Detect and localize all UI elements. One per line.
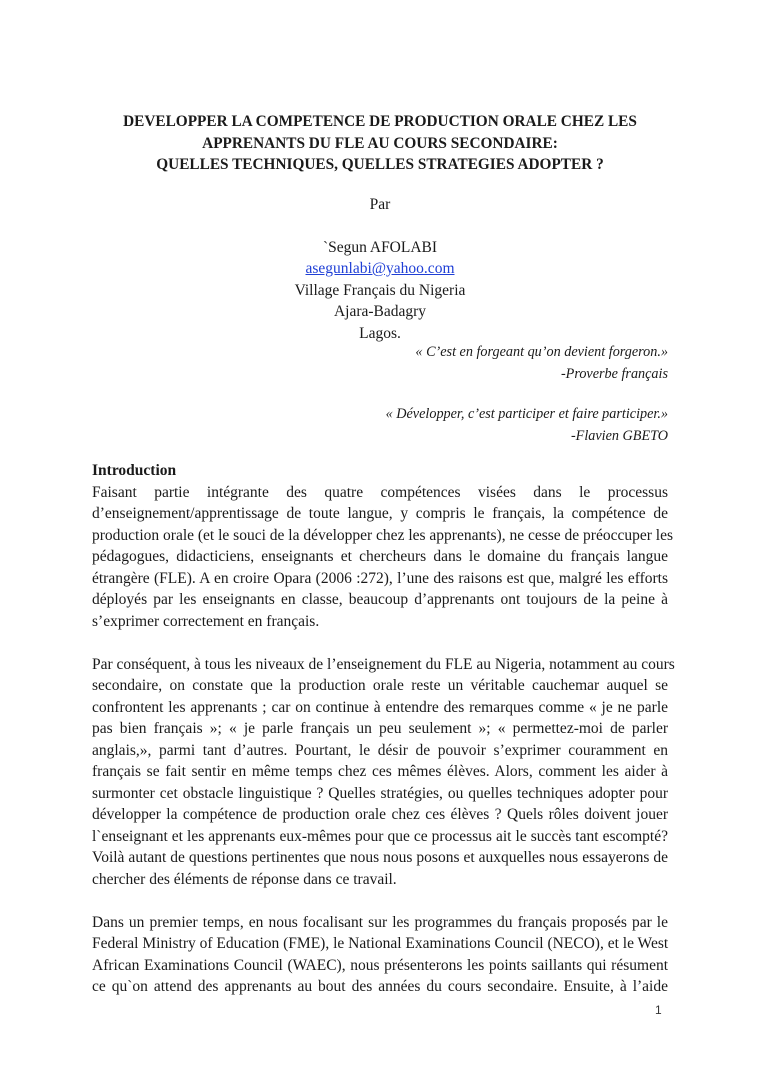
- paragraph-line: production orale (et le souci de la développer chez les apprenants), ne cesse de préoccuper les: [92, 526, 673, 544]
- body-paragraph: [92, 912, 668, 998]
- paragraph-line: pédagogues, didacticiens, enseignants et chercheurs dans le domaine du français langue: [92, 548, 668, 565]
- epigraph-quote: « C’est en forgeant qu’on devient forgeron.»: [415, 344, 668, 360]
- paragraph-line: étrangère (FLE). A en croire Opara (2006 :272), l’une des raisons est que, malgré les efforts: [92, 569, 668, 587]
- epigraph-source: -Proverbe français: [560, 365, 668, 382]
- paragraph-line: Par conséquent, à tous les niveaux de l’enseignement du FLE au Nigeria, notamment au cours: [92, 655, 675, 673]
- paragraph-line: Federal Ministry of Education (FME), le National Examinations Council (NECO), et le West: [92, 935, 669, 952]
- author-email-link[interactable]: asegunlabi@yahoo.com: [305, 260, 455, 277]
- paragraph-line: pas bien français »; « je parle français un peu seulement »; « permettez-moi de parler: [92, 720, 668, 737]
- paragraph-line: secondaire, on constate que la production orale reste un véritable cauchemar auquel se: [92, 677, 668, 694]
- by-label: Par: [369, 196, 391, 213]
- paragraph-line: déployés par les enseignants en classe, beaucoup d’apprenants ont toujours de la peine à: [92, 591, 668, 608]
- paragraph-line: Faisant partie intégrante des quatre compétences visées dans le processus: [92, 483, 668, 501]
- title-line: QUELLES TECHNIQUES, QUELLES STRATEGIES ADOPTER ?: [156, 156, 604, 173]
- section-heading: Introduction: [92, 462, 177, 479]
- epigraph: [415, 342, 668, 385]
- paragraph-line: chercher des éléments de réponse dans ce travail.: [92, 870, 397, 888]
- epigraph: [386, 404, 668, 447]
- paragraph-line: ce qu`on attend des apprenants au bout des années du cours secondaire. Ensuite, à l’aide: [92, 978, 668, 995]
- paragraph-line: African Examinations Council (WAEC), nous présenterons les points saillants qui résument: [92, 956, 668, 974]
- author-affiliation: Village Français du Nigeria: [294, 281, 466, 299]
- epigraph-source: -Flavien GBETO: [570, 427, 668, 444]
- title-line: DEVELOPPER LA COMPETENCE DE PRODUCTION ORALE CHEZ LES: [123, 113, 637, 130]
- title-line: APPRENANTS DU FLE AU COURS SECONDAIRE:: [202, 134, 558, 152]
- paragraph-line: Voilà autant de questions pertinentes que nous nous posons et auxquelles nous essayerons de: [92, 849, 668, 866]
- paragraph-line: surmonter cet obstacle linguistique ? Quelles stratégies, ou quelles techniques adopter pour: [92, 784, 668, 802]
- paragraph-line: anglais,», parmi tant d’autres. Pourtant, le désir de pouvoir s’exprimer couramment en: [92, 741, 668, 759]
- paragraph-line: Dans un premier temps, en nous focalisant sur les programmes du français proposés par le: [92, 913, 668, 931]
- paragraph-line: confrontent les apprenants ; car on continue à entendre des remarques comme « je ne parle: [92, 698, 668, 716]
- paragraph-line: français se fait sentir en même temps chez ces mêmes élèves. Alors, comment les aider à: [92, 763, 668, 780]
- author-state: Lagos.: [359, 324, 401, 342]
- author-city: Ajara-Badagry: [333, 303, 427, 320]
- paragraph-line: développer la compétence de production orale chez ces élèves ? Quels rôles doivent jouer: [92, 806, 668, 823]
- paragraph-line: s’exprimer correctement en français.: [92, 612, 320, 630]
- page-number: 1: [655, 1003, 662, 1017]
- document-body: [92, 460, 675, 1019]
- body-paragraph: [92, 482, 673, 633]
- paragraph-line: l`enseignant et les apprenants eux-mêmes pour que ce processus ait le succès tant escompté?: [92, 827, 668, 845]
- epigraph-quote: « Développer, c’est participer et faire participer.»: [385, 406, 668, 422]
- document-title: [92, 111, 668, 176]
- body-paragraph: [92, 654, 675, 891]
- paragraph-line: d’enseignement/apprentissage de toute langue, y compris le français, la compétence de: [92, 505, 668, 522]
- author-name: `Segun AFOLABI: [322, 238, 438, 256]
- author-block: [92, 194, 668, 344]
